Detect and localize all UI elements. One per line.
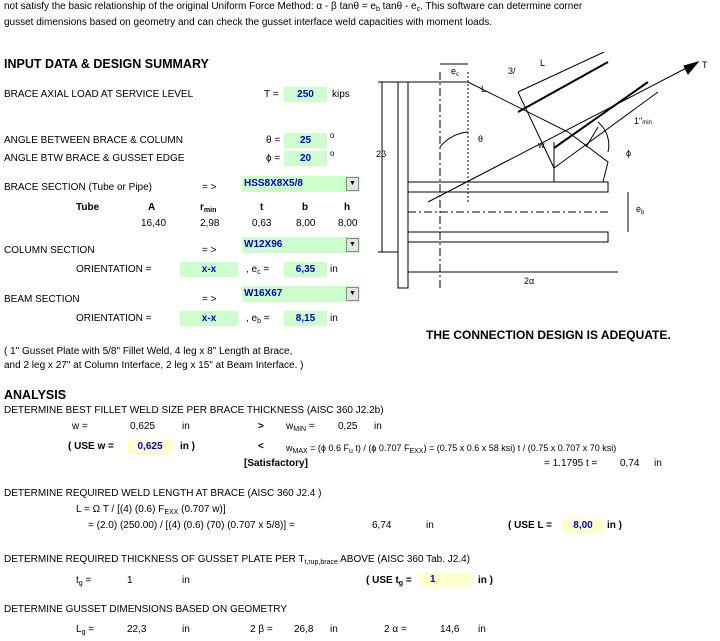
angle-phi-input[interactable]: 20	[284, 151, 327, 166]
beam-section-label: BEAM SECTION	[4, 294, 80, 305]
use-tg-open: ( USE $t_g$ =	[366, 575, 412, 587]
axial-load-input[interactable]: 250	[284, 87, 327, 102]
design-adequate-status: THE CONNECTION DESIGN IS ADEQUATE.	[426, 328, 671, 342]
beam-section-dropdown[interactable]	[242, 286, 360, 302]
diagram-label-w: w	[538, 140, 545, 150]
angle-phi-symbol: ϕ =	[266, 153, 281, 164]
column-section-dropdown[interactable]	[242, 237, 360, 253]
intro-line-2: gusset dimensions based on geometry and can check the gusset interface weld capacities with moment loads.	[4, 17, 493, 28]
tg-value: 1	[127, 575, 133, 586]
beam-orientation-input[interactable]: x-x	[180, 311, 238, 326]
diagram-label-3-4: 3/	[508, 66, 516, 76]
w-value: 0,625	[130, 421, 156, 432]
gusset-thickness-title: DETERMINE REQUIRED THICKNESS OF GUSSET PLATE PER $T_{t,rup,brace}$ ABOVE (AISC 360 Tab. J2.4)	[4, 554, 471, 566]
L-unit: in	[426, 520, 434, 531]
angle-theta-unit: o	[330, 131, 335, 140]
L-value: 6,74	[372, 520, 392, 531]
prop-value-rmin: 2,98	[200, 218, 220, 229]
axial-load-unit: kips	[332, 89, 350, 100]
angle-phi-label: ANGLE BTW BRACE & GUSSET EDGE	[4, 153, 185, 164]
brace-section-value: HSS8X8X5/8	[244, 178, 303, 189]
diagram-label-ec: $e_c$	[451, 66, 460, 78]
chevron-down-icon[interactable]: ▼	[346, 287, 359, 301]
wmin-unit: in	[374, 421, 382, 432]
L-equation-2: = (2.0) (250.00) / [(4) (0.6) (70) (0.707 x 5/8)] =	[88, 520, 295, 531]
two-alpha-symbol: 2 α =	[384, 624, 407, 635]
diagram-label-phi: ϕ	[626, 148, 632, 158]
two-alpha-unit: in	[478, 624, 486, 635]
diagram-label-1in-min: 1"min	[634, 116, 652, 126]
wmax-result: = 1.1795 t =	[544, 458, 598, 469]
ec-input[interactable]: 6,35	[284, 262, 327, 277]
eb-unit: in	[330, 313, 338, 324]
beam-orientation-label: ORIENTATION =	[76, 313, 152, 324]
two-beta-value: 26,8	[294, 624, 314, 635]
Lg-symbol: $L_g$ =	[76, 624, 95, 636]
Lg-unit: in	[182, 624, 190, 635]
weld-size-title: DETERMINE BEST FILLET WELD SIZE PER BRACE THICKNESS (AISC 360 J2.2b)	[4, 405, 384, 416]
tg-symbol: $t_g$ =	[76, 575, 92, 587]
column-section-label: COLUMN SECTION	[4, 245, 95, 256]
two-beta-unit: in	[330, 624, 338, 635]
axial-load-symbol: T =	[264, 89, 279, 100]
prop-header-t: t	[260, 202, 264, 213]
wmax-unit: in	[654, 458, 662, 469]
analysis-section-title: ANALYSIS	[4, 388, 67, 402]
two-beta-symbol: 2 β =	[250, 624, 273, 635]
prop-header-A: A	[148, 202, 156, 213]
greater-than: >	[258, 421, 264, 432]
column-arrow: = >	[202, 245, 217, 256]
beam-section-value: W16X67	[244, 288, 283, 299]
diagram-label-2alpha: 2α	[524, 276, 535, 286]
use-L-value: 8,00	[562, 519, 604, 533]
summary-line-1: ( 1" Gusset Plate with 5/8" Fillet Weld, 4 leg x 8" Length at Brace,	[4, 346, 293, 357]
wmax-value: 0,74	[620, 458, 640, 469]
w-symbol: w =	[72, 421, 88, 432]
two-alpha-value: 14,6	[440, 624, 460, 635]
ec-unit: in	[330, 264, 338, 275]
ec-symbol: , $e_c$ =	[246, 264, 270, 276]
Lg-value: 22,3	[127, 624, 147, 635]
angle-theta-input[interactable]: 25	[284, 133, 327, 148]
tg-unit: in	[182, 575, 190, 586]
w-unit: in	[182, 421, 190, 432]
angle-phi-unit: o	[330, 149, 335, 158]
diagram-label-2beta: 2β	[376, 149, 387, 159]
column-orientation-label: ORIENTATION =	[76, 264, 152, 275]
weld-length-title: DETERMINE REQUIRED WELD LENGTH AT BRACE (AISC 360 J2.4 )	[4, 488, 322, 499]
diagram-label-T: T	[702, 60, 708, 70]
diagram-label-lc: L	[481, 84, 487, 94]
connection-diagram	[368, 52, 708, 292]
wmax-formula: $w_{MAX} = (\phi$ 0.6 $F_u$ t) / (ϕ 0.707 $F_{EXX}) = (0.75$ x 0.6 x 58 ksi) t / (0.75 x 0.707 x 70 ksi)	[286, 443, 617, 455]
column-orientation-input[interactable]: x-x	[180, 262, 238, 277]
column-section-value: W12X96	[244, 239, 283, 250]
prop-value-t: 0,63	[252, 218, 272, 229]
prop-value-b: 8,00	[296, 218, 316, 229]
use-w-open: ( USE w =	[68, 441, 114, 452]
prop-value-h: 8,00	[338, 218, 358, 229]
L-equation-1: L = Ω T / [(4) (0.6) $F_{EXX}$ (0.707 w)]	[76, 504, 226, 516]
use-w-value: 0,625	[127, 440, 173, 454]
prop-header-rmin: $r_{min}$	[200, 202, 217, 214]
angle-theta-label: ANGLE BETWEEN BRACE & COLUMN	[4, 135, 183, 146]
prop-header-b: b	[302, 202, 309, 213]
prop-value-A: 16,40	[141, 218, 167, 229]
brace-section-dropdown[interactable]	[242, 176, 360, 192]
less-than: <	[258, 441, 264, 452]
use-tg-close: in )	[478, 575, 493, 586]
beam-arrow: = >	[202, 294, 217, 305]
brace-type: Tube	[76, 202, 100, 213]
use-w-close: in )	[180, 441, 195, 452]
prop-header-h: h	[344, 202, 351, 213]
eb-symbol: , $e_b$ =	[246, 313, 270, 325]
chevron-down-icon[interactable]: ▼	[346, 238, 359, 252]
diagram-label-eb: $e_b$	[636, 204, 645, 216]
brace-section-label: BRACE SECTION (Tube or Pipe)	[4, 182, 153, 193]
input-section-title: INPUT DATA & DESIGN SUMMARY	[4, 57, 209, 71]
chevron-down-icon[interactable]: ▼	[346, 177, 359, 191]
wmin-value: 0,25	[338, 421, 358, 432]
intro-line-1: not satisfy the basic relationship of the original Uniform Force Method: α - β $\tan\theta = e_b$ tanθ - $e_c$. This software can determine corner	[4, 1, 583, 13]
angle-theta-symbol: θ =	[266, 135, 281, 146]
eb-input[interactable]: 8,15	[284, 311, 327, 326]
summary-line-2: and 2 leg x 27" at Column Interface, 2 leg x 15" at Beam Interface. )	[4, 360, 304, 371]
diagram-label-L: L	[540, 58, 546, 68]
gusset-dimensions-title: DETERMINE GUSSET DIMENSIONS BASED ON GEOMETRY	[4, 604, 288, 615]
use-tg-value: 1	[420, 573, 472, 587]
wmin-symbol: $w_{MIN}$ =	[286, 421, 315, 433]
use-L-open: ( USE L =	[508, 520, 552, 531]
satisfactory-status: [Satisfactory]	[244, 458, 308, 469]
use-L-close: in )	[607, 520, 622, 531]
axial-load-label: BRACE AXIAL LOAD AT SERVICE LEVEL	[4, 89, 194, 100]
diagram-label-theta: θ	[478, 134, 484, 144]
brace-arrow: = >	[202, 182, 217, 193]
